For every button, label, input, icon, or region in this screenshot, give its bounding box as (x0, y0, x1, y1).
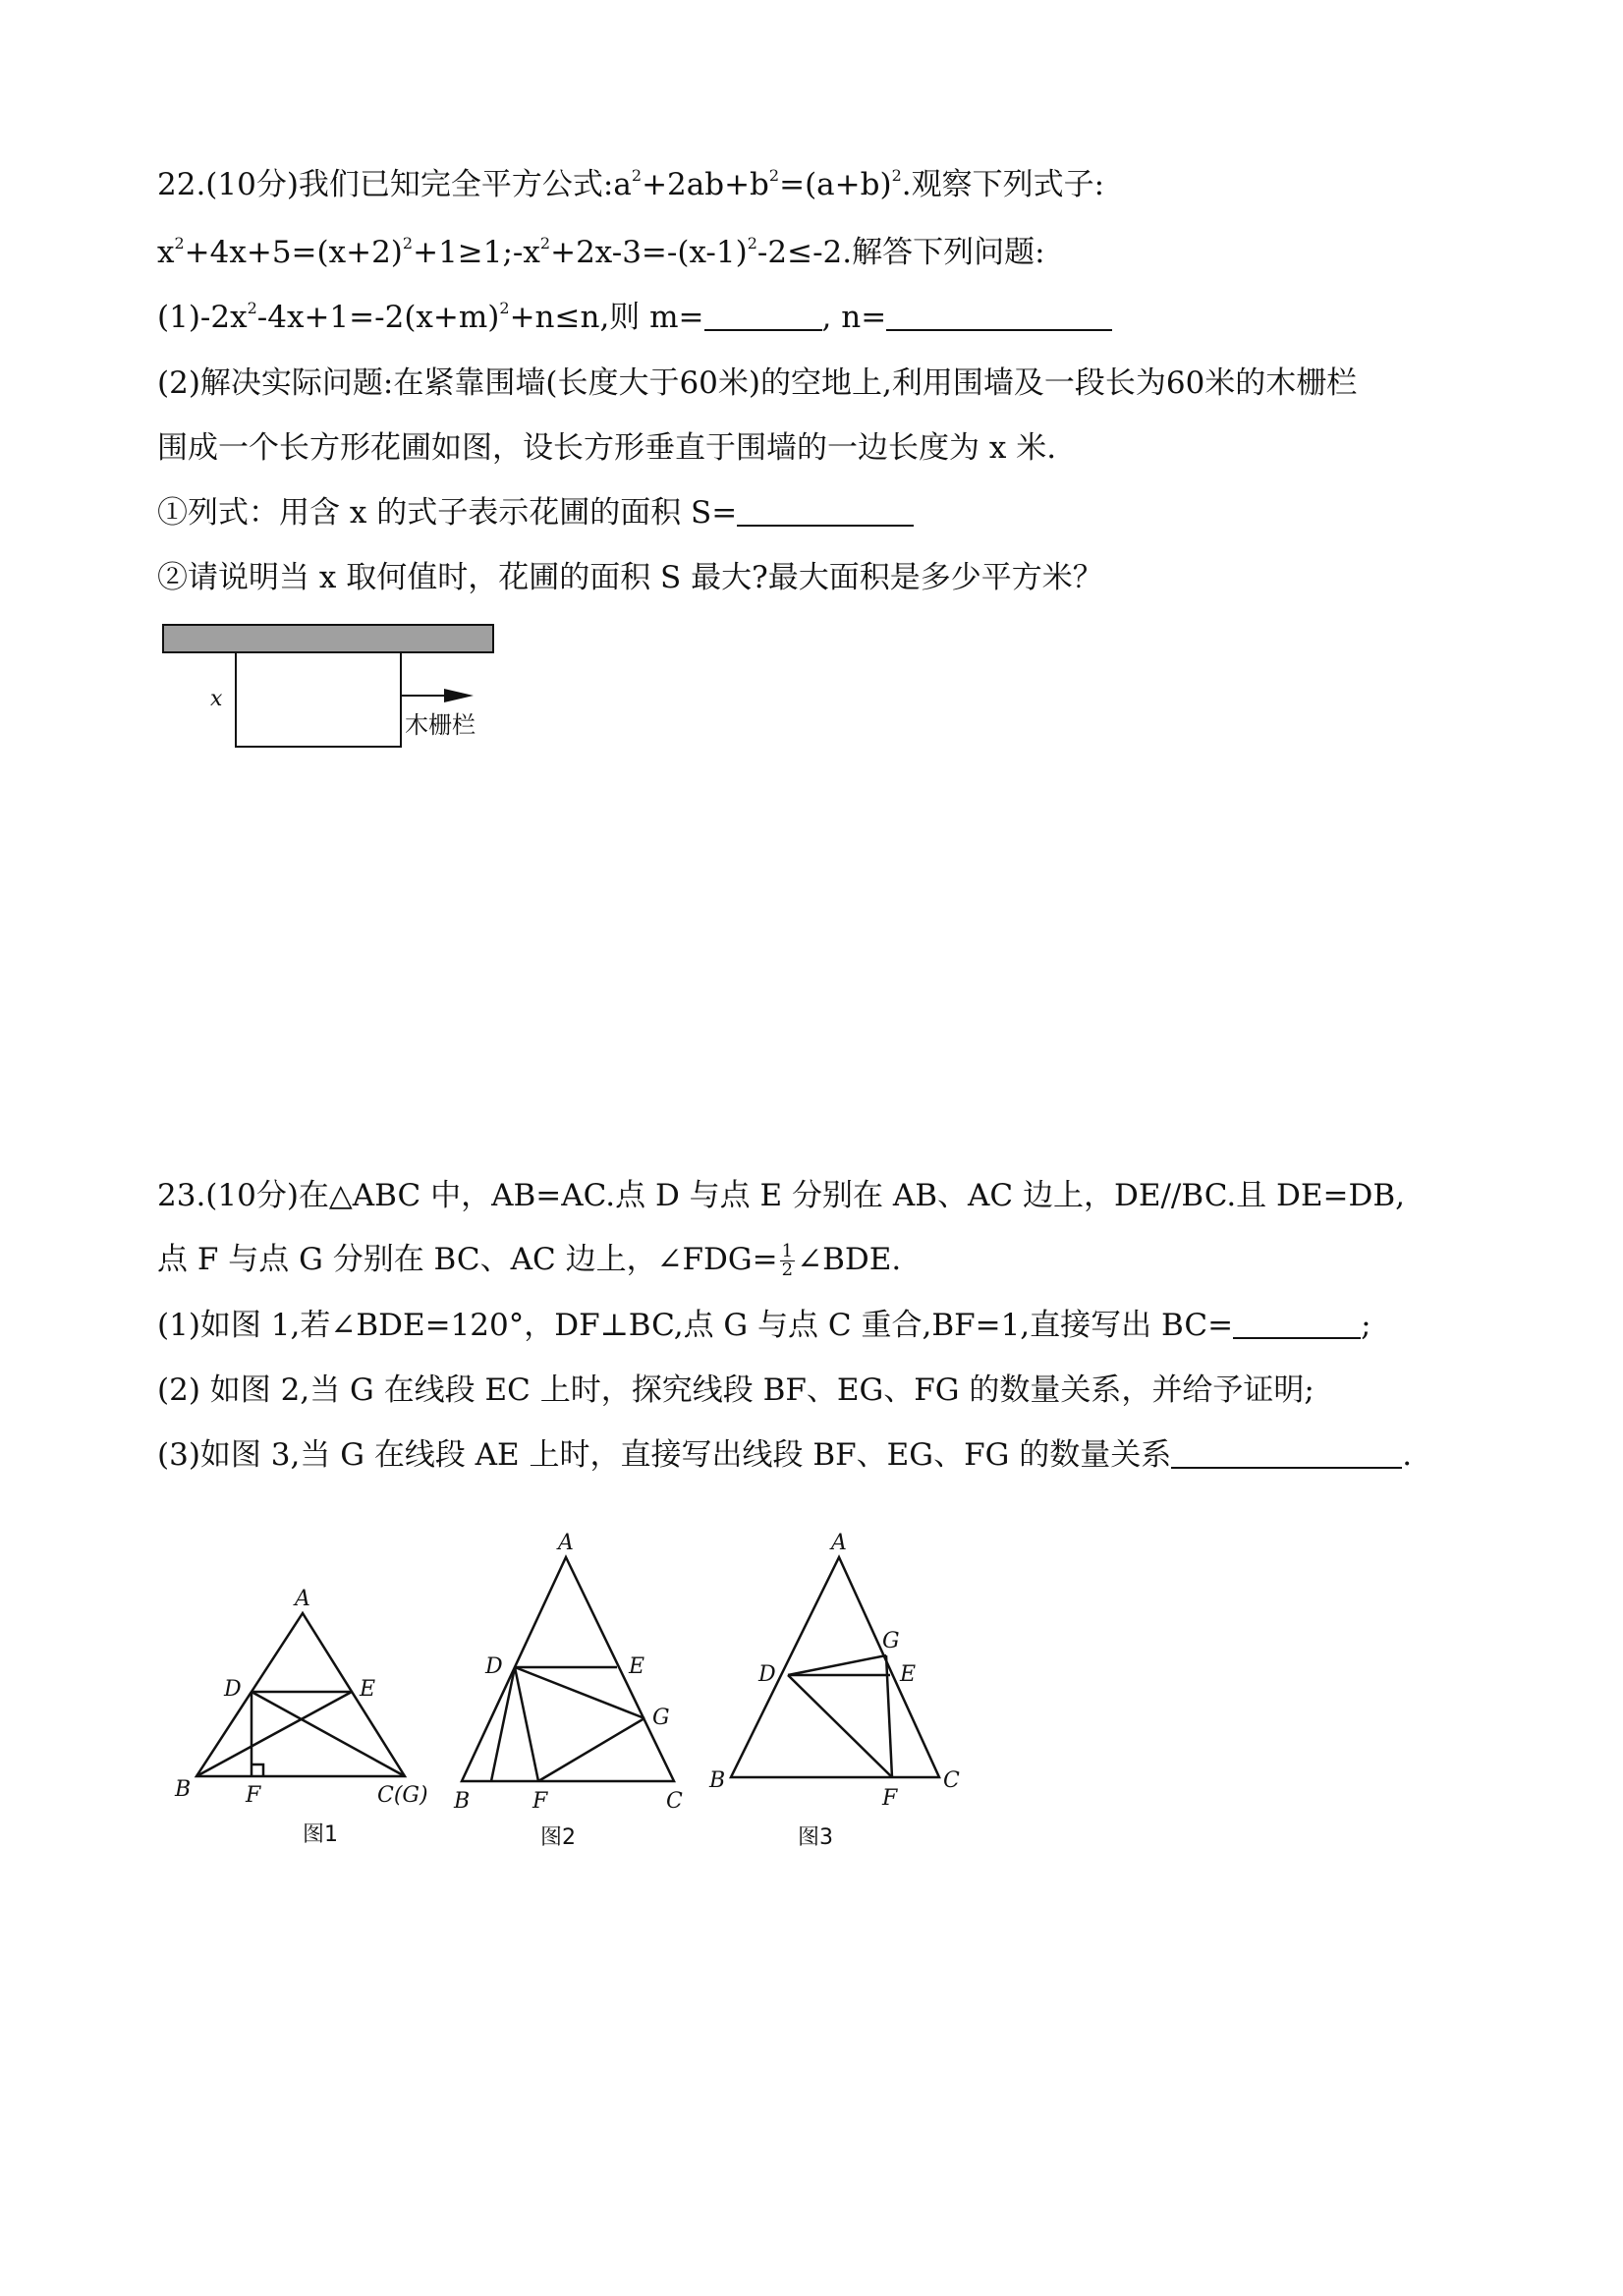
svg-text:G: G (652, 1706, 670, 1730)
figure-2 (442, 1528, 698, 1857)
q23-part1: (1)如图 1,若∠BDE=120°，DF⊥BC,点 G 与点 C 重合,BF=1,直接写出 BC= ; (157, 1308, 1371, 1343)
svg-text:F: F (882, 1786, 898, 1811)
answer-blank-m[interactable] (704, 300, 822, 331)
answer-blank-n[interactable] (886, 300, 1112, 331)
svg-text:B: B (175, 1777, 192, 1802)
svg-text:A: A (831, 1531, 847, 1555)
svg-text:C: C (943, 1768, 960, 1793)
x-label: x (210, 687, 223, 711)
answer-blank-relation[interactable] (1171, 1437, 1402, 1469)
fence-arrow-head (444, 689, 474, 702)
q22-part2-sub2: ②请说明当 x 取何值时，花圃的面积 S 最大?最大面积是多少平方米？ (157, 560, 1103, 595)
svg-text:图1: 图1 (303, 1822, 338, 1847)
q23-line-1: 23.(10分)在△ABC 中，AB=AC.点 D 与点 E 分别在 AB、AC 边上，DE//BC.且 DE=DB, (157, 1178, 1405, 1213)
answer-blank-bc[interactable] (1233, 1308, 1361, 1339)
svg-text:E: E (629, 1654, 645, 1679)
svg-text:B: B (709, 1768, 726, 1793)
svg-text:E: E (900, 1662, 917, 1687)
q22-line-2: $x^2+4x+5=(x+2)^2+1\ge 1;-x^2+2x-3=-(x-1)^2-2\le-2$.解答下列问题: (157, 234, 1045, 270)
q22-part2-sub1: ①列式：用含 x 的式子表示花圃的面积 S= (157, 493, 914, 532)
wall (163, 625, 493, 652)
svg-text:G: G (882, 1629, 900, 1653)
svg-text:D: D (485, 1654, 503, 1679)
q22-part1: $(1)-2x^2-4x+1=-2(x+m)^2+n\le n$,则 m= , n= (157, 298, 1112, 337)
q23-part2: (2) 如图 2,当 G 在线段 EC 上时，探究线段 BF、EG、FG 的数量关系，并给予证明; (157, 1372, 1315, 1408)
svg-text:B: B (454, 1789, 471, 1814)
svg-text:E: E (360, 1677, 376, 1702)
svg-text:图3: 图3 (798, 1825, 833, 1850)
svg-text:D: D (758, 1662, 776, 1687)
q22-part2-line-2: 围成一个长方形花圃如图，设长方形垂直于围墙的一边长度为 x 米. (157, 430, 1057, 466)
q22-part2-line-1: (2)解决实际问题:在紧靠围墙(长度大于60米)的空地上,利用围墙及一段长为60米的木栅栏 (157, 365, 1358, 401)
svg-text:F: F (246, 1783, 261, 1808)
fence-label: 木栅栏 (405, 711, 476, 739)
figure-3 (707, 1528, 982, 1857)
svg-text:C: C (666, 1789, 683, 1814)
q23-part3: (3)如图 3,当 G 在线段 AE 上时，直接写出线段 BF、EG、FG 的数量关系 . (157, 1437, 1413, 1473)
svg-text:A: A (295, 1587, 310, 1611)
figure-1 (167, 1562, 462, 1857)
garden-rectangle (236, 652, 401, 747)
svg-text:C(G): C(G) (377, 1783, 428, 1808)
svg-text:A: A (558, 1531, 574, 1555)
q23-line-2: 点 F 与点 G 分别在 BC、AC 边上，∠FDG= $\frac{1}{2}$ ∠BDE. (157, 1241, 902, 1280)
q22-garden-figure (157, 619, 511, 756)
answer-blank-s[interactable] (737, 495, 914, 527)
fraction-one-half: $\frac{1}{2}$ (781, 1241, 794, 1280)
svg-text:图2: 图2 (540, 1825, 576, 1850)
svg-text:F: F (532, 1789, 548, 1814)
svg-text:D: D (224, 1677, 242, 1702)
q22-line-1: 22.(10分)我们已知完全平方公式$:a^2+2ab+b^2=(a+b)^2$.观察下列式子: (157, 166, 1105, 202)
